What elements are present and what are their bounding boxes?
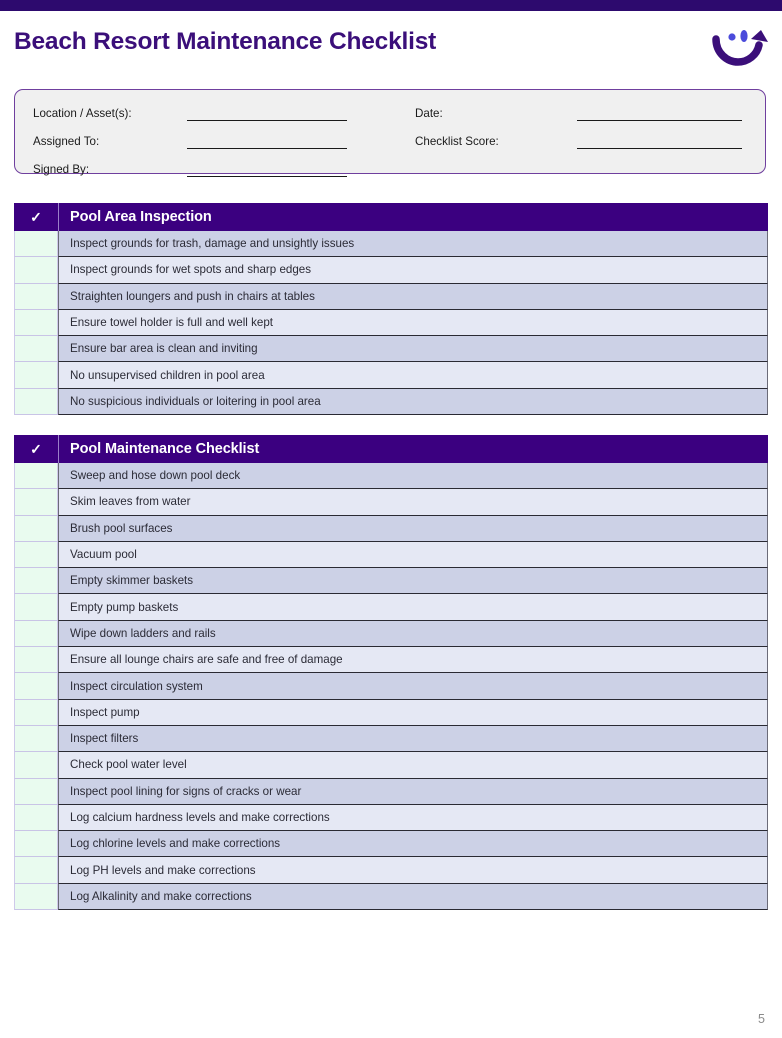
checklist-item-label: Log chlorine levels and make corrections	[58, 831, 768, 857]
table-row	[14, 779, 768, 805]
checkbox-cell[interactable]	[14, 284, 58, 310]
document-header	[0, 11, 782, 78]
meta-input-signed-by[interactable]	[187, 163, 347, 177]
checkbox-cell[interactable]	[14, 752, 58, 778]
checklist-item-label: Inspect filters	[58, 726, 768, 752]
table-row	[14, 831, 768, 857]
table-row	[14, 516, 768, 542]
table-row	[14, 673, 768, 699]
checkbox-cell[interactable]	[14, 831, 58, 857]
page-title: Beach Resort Maintenance Checklist	[14, 28, 437, 55]
checkbox-cell[interactable]	[14, 726, 58, 752]
table-row	[14, 389, 768, 415]
table-row	[14, 568, 768, 594]
table-row	[14, 336, 768, 362]
table-row	[14, 310, 768, 336]
table-row	[14, 594, 768, 620]
table-row	[14, 463, 768, 489]
checklist-table-header	[14, 203, 768, 231]
checklist-section-title: Pool Maintenance Checklist	[70, 441, 260, 457]
meta-label-checklist-score: Checklist Score:	[415, 135, 499, 148]
page-number: 5	[758, 1012, 765, 1026]
checklist-item-label: Check pool water level	[58, 752, 768, 778]
checklist-item-label: Inspect pool lining for signs of cracks or wear	[58, 779, 768, 805]
checklist-item-label: No suspicious individuals or loitering in pool area	[58, 389, 768, 415]
checkbox-cell[interactable]	[14, 310, 58, 336]
checkbox-cell[interactable]	[14, 700, 58, 726]
checklist-item-label: Brush pool surfaces	[58, 516, 768, 542]
table-row	[14, 231, 768, 257]
table-row	[14, 726, 768, 752]
checklist-item-label: Log calcium hardness levels and make corrections	[58, 805, 768, 831]
table-row	[14, 752, 768, 778]
checklist-item-label: Ensure bar area is clean and inviting	[58, 336, 768, 362]
meta-input-assigned-to[interactable]	[187, 135, 347, 149]
meta-label-signed-by: Signed By:	[33, 163, 90, 176]
document-page	[0, 11, 782, 1038]
meta-field-checklist-score	[415, 135, 499, 148]
checklist-item-label: Inspect grounds for trash, damage and unsightly issues	[58, 231, 768, 257]
table-row	[14, 489, 768, 515]
table-row	[14, 805, 768, 831]
checkbox-cell[interactable]	[14, 673, 58, 699]
table-row	[14, 542, 768, 568]
checkbox-cell[interactable]	[14, 857, 58, 883]
meta-label-location: Location / Asset(s):	[33, 107, 132, 120]
smiley-arrow-logo-icon	[707, 22, 769, 68]
checkbox-cell[interactable]	[14, 231, 58, 257]
checklist-item-label: Empty pump baskets	[58, 594, 768, 620]
check-column-header-icon: ✓	[14, 435, 59, 463]
table-row	[14, 257, 768, 283]
table-row	[14, 857, 768, 883]
check-column-header-icon: ✓	[14, 203, 59, 231]
checklist-table-header	[14, 435, 768, 463]
checklist-item-label: Sweep and hose down pool deck	[58, 463, 768, 489]
checkbox-cell[interactable]	[14, 257, 58, 283]
checkbox-cell[interactable]	[14, 779, 58, 805]
checkbox-cell[interactable]	[14, 463, 58, 489]
checkbox-cell[interactable]	[14, 647, 58, 673]
meta-field-assigned-to	[33, 135, 99, 148]
checklist-item-label: Empty skimmer baskets	[58, 568, 768, 594]
checklist-item-label: No unsupervised children in pool area	[58, 362, 768, 388]
top-accent-bar	[0, 0, 782, 11]
checkbox-cell[interactable]	[14, 489, 58, 515]
meta-field-location	[33, 107, 132, 120]
checkbox-cell[interactable]	[14, 542, 58, 568]
meta-input-date[interactable]	[577, 107, 742, 121]
checkbox-cell[interactable]	[14, 594, 58, 620]
checklist-item-label: Log PH levels and make corrections	[58, 857, 768, 883]
checkbox-cell[interactable]	[14, 336, 58, 362]
checklist-item-label: Inspect circulation system	[58, 673, 768, 699]
checklist-item-label: Ensure towel holder is full and well kept	[58, 310, 768, 336]
checklist-table-pool-maintenance	[14, 435, 768, 910]
table-row	[14, 700, 768, 726]
meta-input-checklist-score[interactable]	[577, 135, 742, 149]
checklist-item-label: Wipe down ladders and rails	[58, 621, 768, 647]
checklist-item-label: Inspect pump	[58, 700, 768, 726]
meta-label-date: Date:	[415, 107, 443, 120]
checklist-item-label: Straighten loungers and push in chairs at tables	[58, 284, 768, 310]
checkbox-cell[interactable]	[14, 516, 58, 542]
checklist-item-label: Vacuum pool	[58, 542, 768, 568]
table-row	[14, 884, 768, 910]
table-row	[14, 647, 768, 673]
checkbox-cell[interactable]	[14, 389, 58, 415]
checkbox-cell[interactable]	[14, 362, 58, 388]
metadata-form-box	[14, 89, 766, 174]
checkbox-cell[interactable]	[14, 884, 58, 910]
checkbox-cell[interactable]	[14, 568, 58, 594]
checklist-item-label: Log Alkalinity and make corrections	[58, 884, 768, 910]
checklist-table-pool-area-inspection	[14, 203, 768, 415]
checklist-item-label: Inspect grounds for wet spots and sharp edges	[58, 257, 768, 283]
meta-input-location[interactable]	[187, 107, 347, 121]
meta-label-assigned-to: Assigned To:	[33, 135, 100, 148]
table-row	[14, 284, 768, 310]
table-row	[14, 362, 768, 388]
meta-field-date	[415, 107, 443, 120]
checkbox-cell[interactable]	[14, 621, 58, 647]
meta-field-signed-by	[33, 163, 89, 176]
checklist-section-title: Pool Area Inspection	[70, 209, 212, 225]
checkbox-cell[interactable]	[14, 805, 58, 831]
checklist-item-label: Skim leaves from water	[58, 489, 768, 515]
checklist-item-label: Ensure all lounge chairs are safe and free of damage	[58, 647, 768, 673]
table-row	[14, 621, 768, 647]
